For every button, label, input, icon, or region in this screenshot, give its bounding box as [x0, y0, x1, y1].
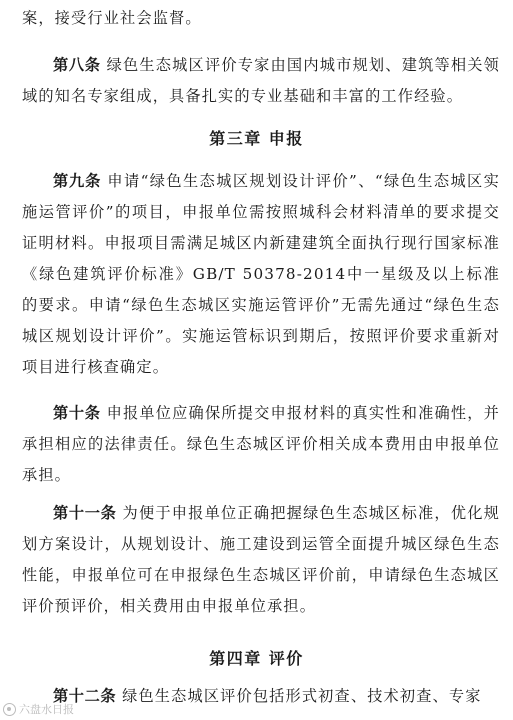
article-11-paragraph: [22, 498, 500, 622]
article-10-label: 第十条: [53, 404, 101, 422]
article-12-label: 第十二条: [53, 687, 117, 705]
article-8-text: 绿色生态城区评价专家由国内城市规划、建筑等相关领域的知名专家组成，具备扎实的专业基础和丰富的工作经验。: [22, 56, 500, 105]
article-11-text: 为便于申报单位正确把握绿色生态城区标准，优化规划方案设计，从规划设计、施工建设到运管全面提升城区绿色生态性能，申报单位可在申报绿色生态城区评价前，申请绿色生态城区评价预评价，相关费用由申报单位承担。: [22, 504, 500, 615]
article-12-paragraph: [22, 681, 500, 712]
article-8-label: 第八条: [53, 56, 101, 74]
chapter-3-heading: 第三章 申报: [209, 129, 304, 148]
article-8-paragraph: [22, 50, 500, 112]
article-11-label: 第十一条: [53, 504, 117, 522]
watermark-text: 六盘水日报: [19, 703, 74, 716]
article-9-paragraph: [22, 166, 500, 383]
watermark: [3, 701, 74, 717]
article-9-label: 第九条: [53, 172, 102, 190]
paragraph-continuation: [22, 3, 500, 34]
article-9-text: 申请“绿色生态城区规划设计评价”、“绿色生态城区实施运管评价”的项目，申报单位需按照城科会材料清单的要求提交证明材料。申报项目需满足城区内新建建筑全面执行现行国家标准《绿色建筑评价标准》GB/T 50378-2014中一星级及以上标准的要求。申请“绿色生态城区实施运管评价”无需先通过“绿色生态城区规划设计评价”。实施运管标识到期后，按照评价要求重新对项目进行核查确定。: [22, 172, 500, 376]
article-12-text: 绿色生态城区评价包括形式初查、技术初查、专家: [116, 687, 482, 705]
watermark-logo-icon: [3, 703, 16, 716]
paragraph-text: 案，接受行业社会监督。: [22, 9, 202, 27]
chapter-4-heading: 第四章 评价: [209, 649, 304, 668]
article-10-text: 申报单位应确保所提交申报材料的真实性和准确性，并承担相应的法律责任。绿色生态城区评价相关成本费用由申报单位承担。: [22, 404, 500, 484]
article-10-paragraph: [22, 398, 500, 491]
